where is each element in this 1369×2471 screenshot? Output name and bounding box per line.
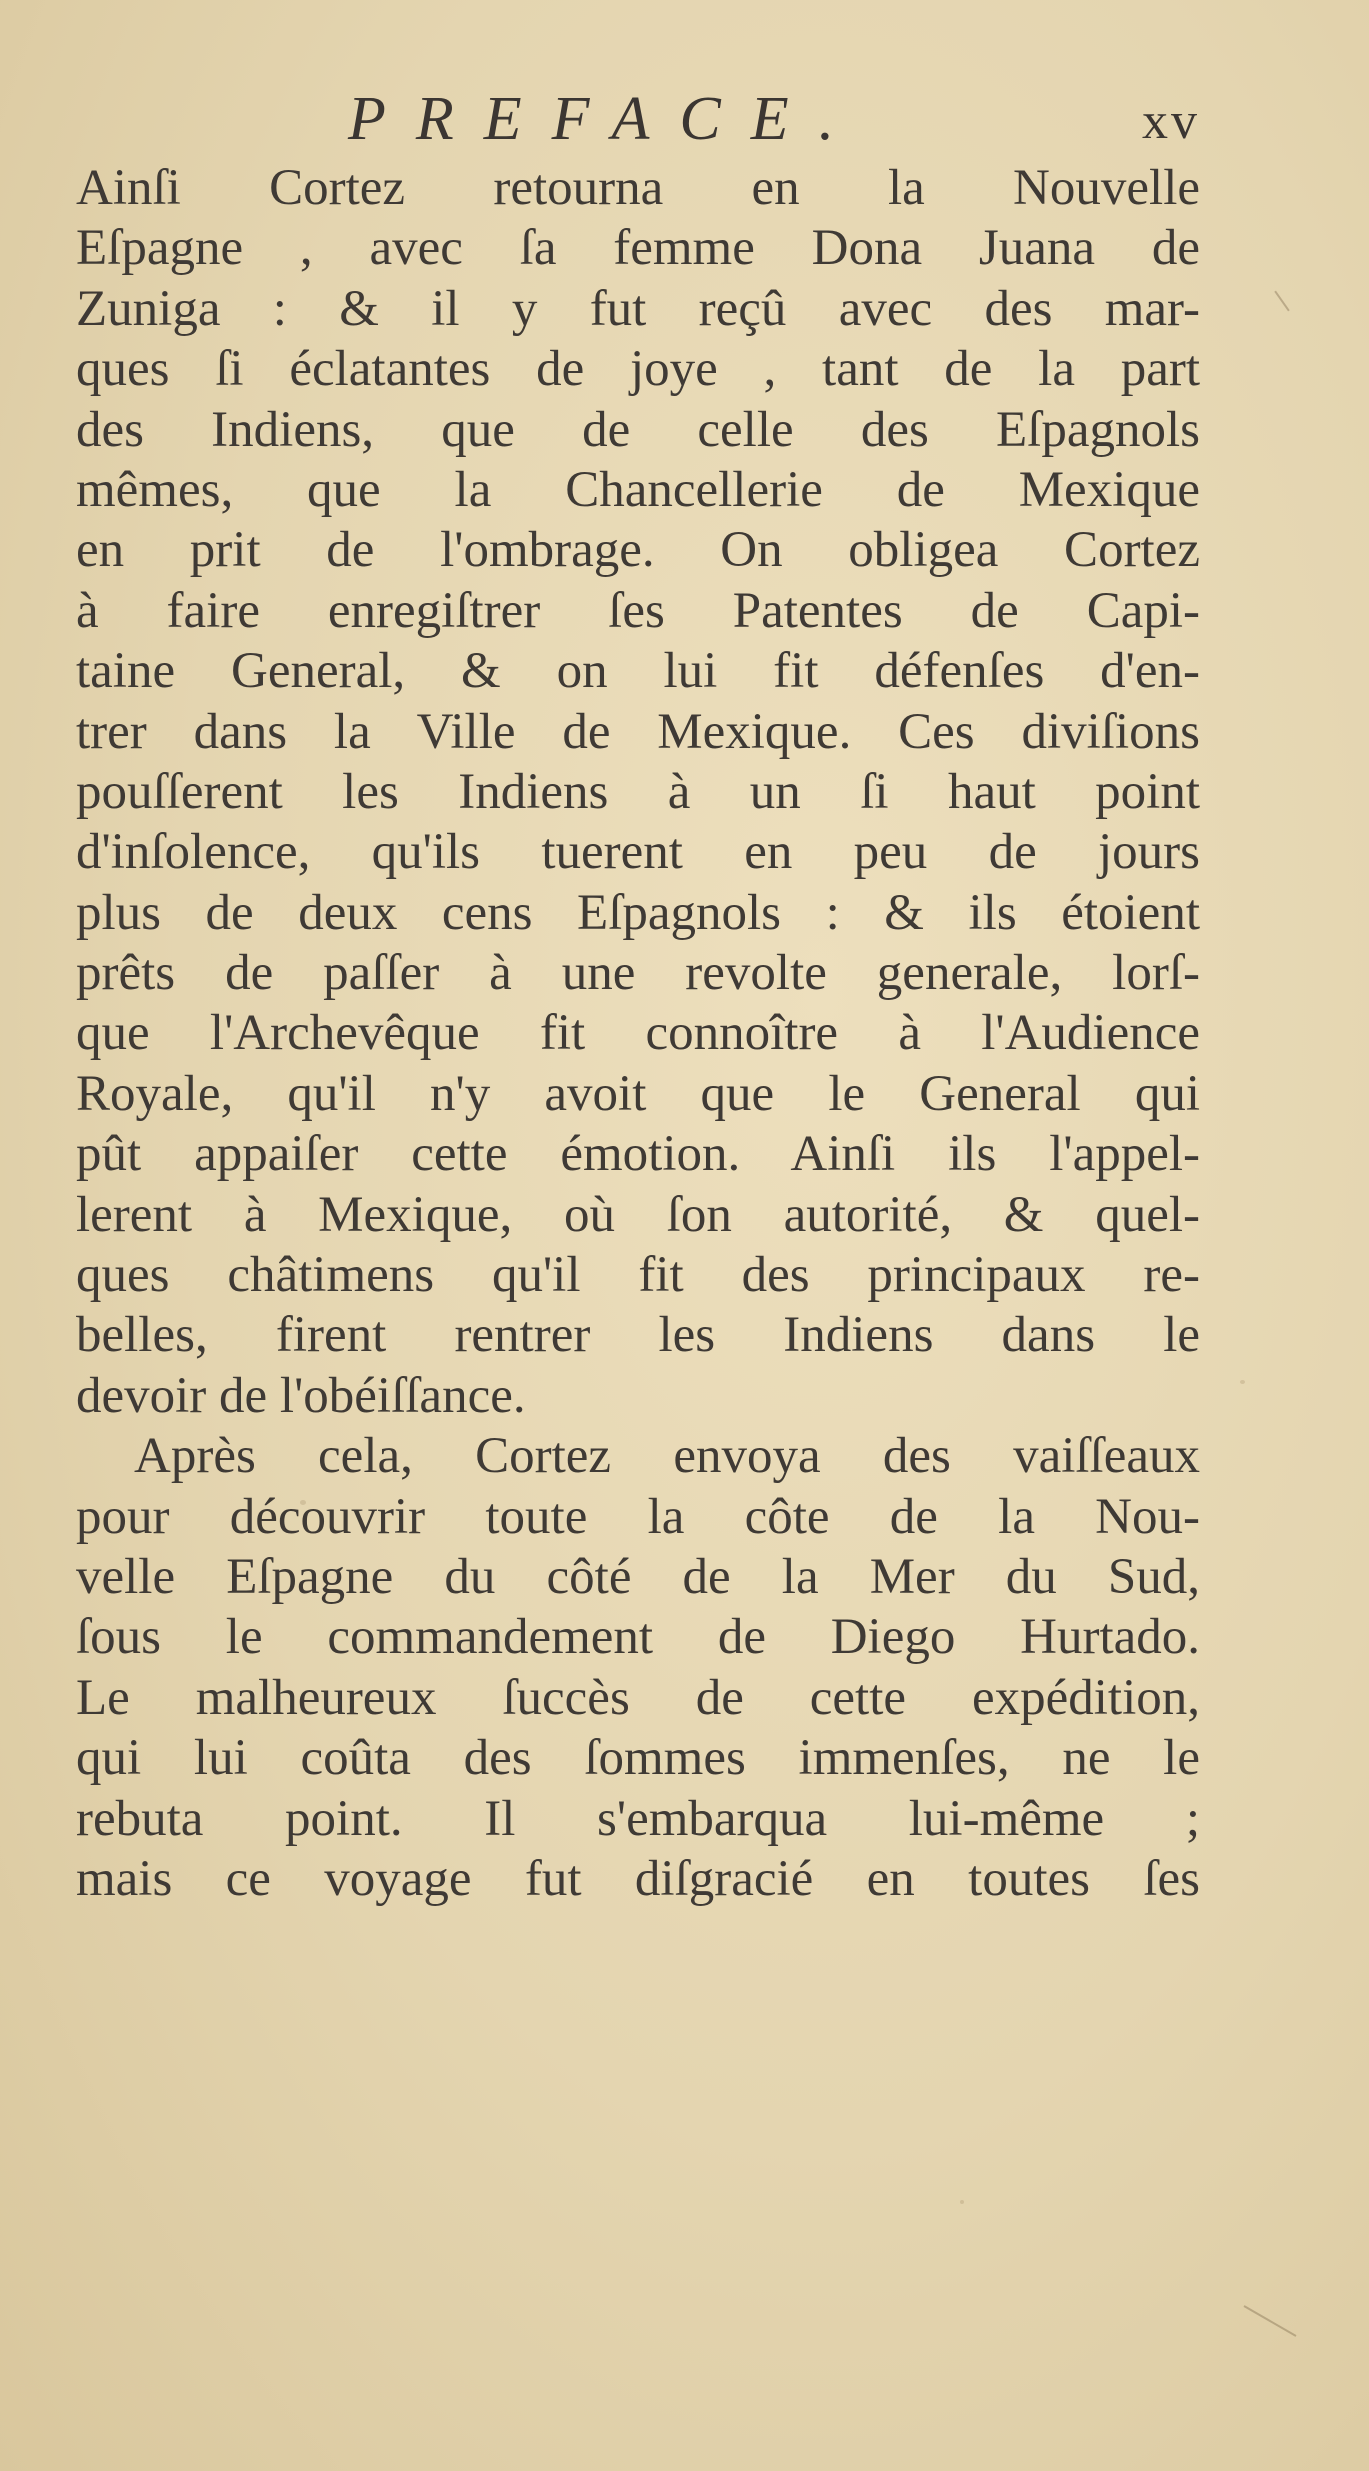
text-line: pouſſerent les Indiens à un ſi haut point [76, 763, 1200, 820]
text-line: lerent à Mexique, où ſon autorité, & quel- [76, 1186, 1200, 1243]
text-line: mais ce voyage fut diſgracié en toutes ſes [76, 1850, 1200, 1907]
text-line: velle Eſpagne du côté de la Mer du Sud, [76, 1548, 1200, 1605]
text-line: prêts de paſſer à une revolte generale, lorſ- [76, 945, 1200, 1002]
text-line: ques châtimens qu'il fit des principaux re- [76, 1247, 1200, 1304]
text-line: belles, firent rentrer les Indiens dans le [76, 1307, 1200, 1364]
text-line: Zuniga : & il y fut reçû avec des mar- [76, 280, 1200, 337]
page-body [76, 158, 1200, 1909]
text-line: mêmes, que la Chancellerie de Mexique [76, 461, 1200, 518]
text-line: plus de deux cens Eſpagnols : & ils étoient [76, 884, 1200, 941]
text-line: pour découvrir toute la côte de la Nou- [76, 1488, 1200, 1545]
text-line: que l'Archevêque fit connoître à l'Audience [76, 1005, 1200, 1062]
text-line: trer dans la Ville de Mexique. Ces diviſions [76, 703, 1200, 760]
text-line: Royale, qu'il n'y avoit que le General qui [76, 1065, 1200, 1122]
running-title: PREFACE. [348, 85, 865, 153]
paper-spot [1240, 1380, 1245, 1384]
page-number: xv [1142, 93, 1200, 150]
text-line: ques ſi éclatantes de joye , tant de la part [76, 341, 1200, 398]
text-line: devoir de l'obéiſſance. [76, 1367, 526, 1424]
paper-scratch [1274, 291, 1289, 312]
paper-scratch [1244, 2305, 1297, 2337]
text-line: Ainſi Cortez retourna en la Nouvelle [76, 160, 1200, 216]
paragraph-2 [76, 1426, 1200, 1909]
text-line: Le malheureux ſuccès de cette expédition, [76, 1669, 1200, 1726]
page-header [76, 84, 1200, 164]
text-line: des Indiens, que de celle des Eſpagnols [76, 401, 1200, 458]
text-line: d'inſolence, qu'ils tuerent en peu de jours [76, 824, 1200, 881]
text-line: rebuta point. Il s'embarqua lui-même ; [76, 1790, 1200, 1847]
text-line: Après cela, Cortez envoya des vaiſſeaux [134, 1428, 1200, 1485]
text-line: à faire enregiſtrer ſes Patentes de Capi- [76, 582, 1200, 639]
text-line: pût appaiſer cette émotion. Ainſi ils l'appel- [76, 1126, 1200, 1183]
text-line: taine General, & on lui fit défenſes d'en- [76, 643, 1200, 700]
text-line: en prit de l'ombrage. On obligea Cortez [76, 522, 1200, 579]
text-line: qui lui coûta des ſommes immenſes, ne le [76, 1730, 1200, 1787]
text-line: Eſpagne , avec ſa femme Dona Juana de [76, 220, 1200, 277]
paper-spot [960, 2200, 964, 2204]
paragraph-1 [76, 158, 1200, 1426]
text-line: ſous le commandement de Diego Hurtado. [76, 1609, 1200, 1666]
